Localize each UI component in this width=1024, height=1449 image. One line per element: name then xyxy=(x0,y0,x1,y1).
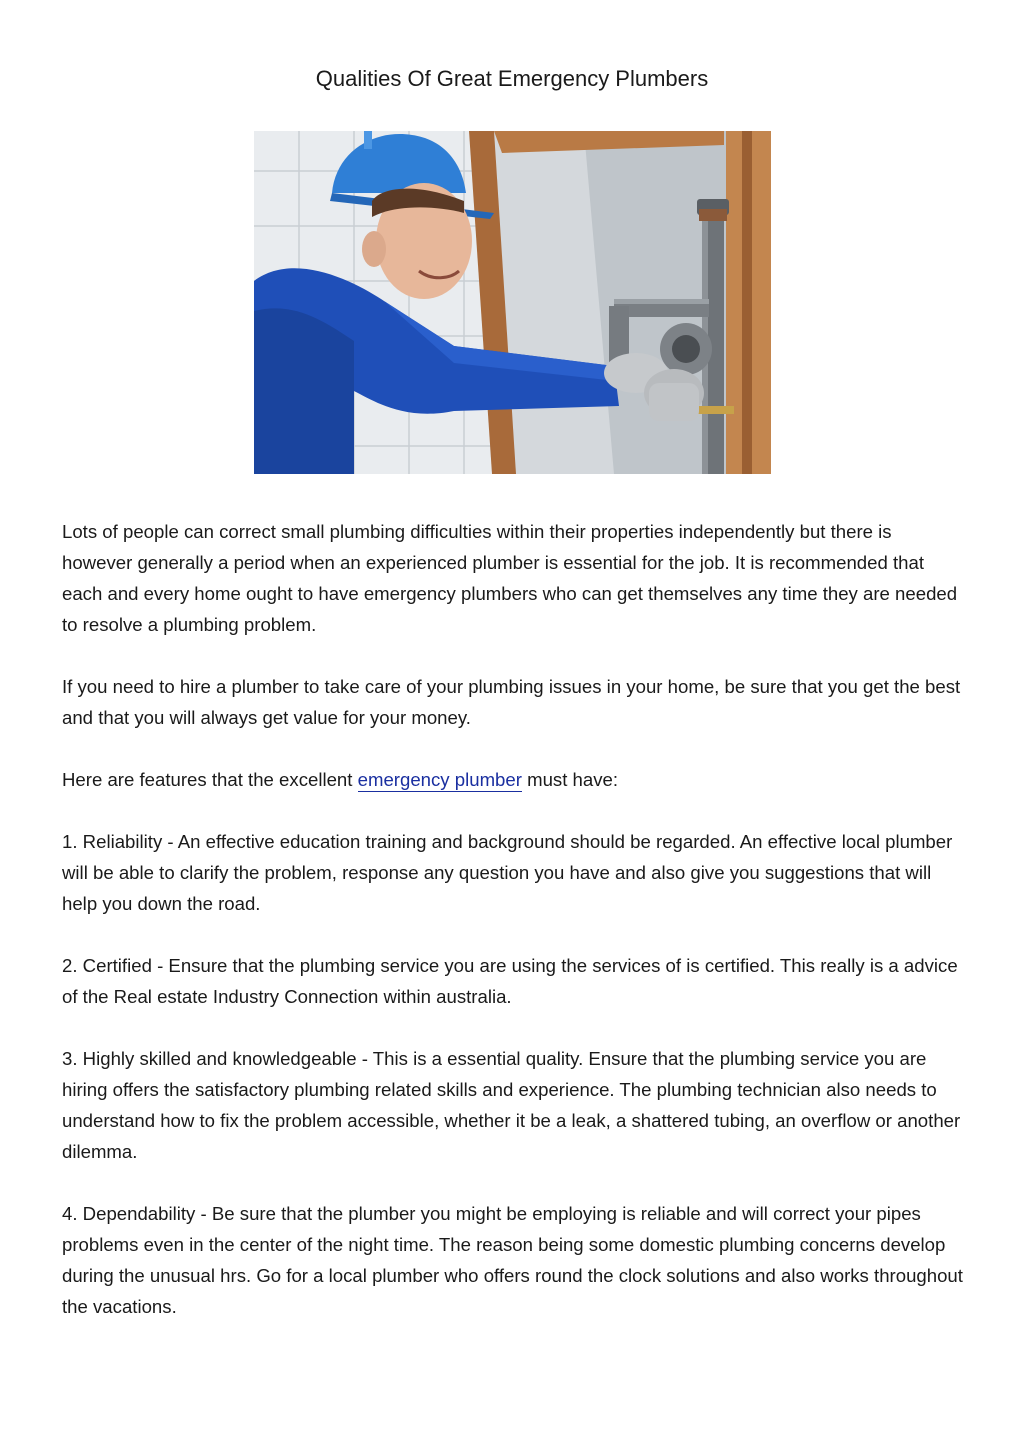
features-text-before: Here are features that the excellent xyxy=(62,769,358,790)
list-item-certified: 2. Certified - Ensure that the plumbing service you are using the services of is certified. This really is a advice of the Real estate Industry Connection within australia. xyxy=(62,955,958,1007)
list-item-reliability: 1. Reliability - An effective education training and background should be regarded. An effective local plumber will be able to clarify the problem, response any question you have and also give you suggestions that will help you down the road. xyxy=(62,831,953,914)
emergency-plumber-link[interactable]: emergency plumber xyxy=(357,769,522,790)
article-body xyxy=(62,516,967,1353)
paragraph-intro: Lots of people can correct small plumbing difficulties within their properties independently but there is however generally a period when an experienced plumber is essential for the job. It is recommended that each and every home ought to have emergency plumbers who can get themselves any time they are needed to resolve a plumbing problem. xyxy=(62,521,958,635)
plumber-photo xyxy=(254,131,771,474)
page-title: Qualities Of Great Emergency Plumbers xyxy=(315,66,709,91)
paragraph-features xyxy=(62,764,967,795)
list-item-skilled: 3. Highly skilled and knowledgeable - This is a essential quality. Ensure that the plumbing service you are hiring offers the satisfactory plumbing related skills and experience. The plumbing technician also needs to understand how to fix the problem accessible, whether it be a leak, a shattered tubing, an overflow or another dilemma. xyxy=(62,1048,961,1162)
paragraph-hire: If you need to hire a plumber to take care of your plumbing issues in your home, be sure that you get the best and that you will always get value for your money. xyxy=(62,676,961,728)
features-text-after: must have: xyxy=(521,769,619,790)
list-item-dependability: 4. Dependability - Be sure that the plumber you might be employing is reliable and will correct your pipes problems even in the center of the night time. The reason being some domestic plumbing concerns develop during the unusual hrs. Go for a local plumber who offers round the clock solutions and also works throughout the vacations. xyxy=(62,1203,963,1317)
